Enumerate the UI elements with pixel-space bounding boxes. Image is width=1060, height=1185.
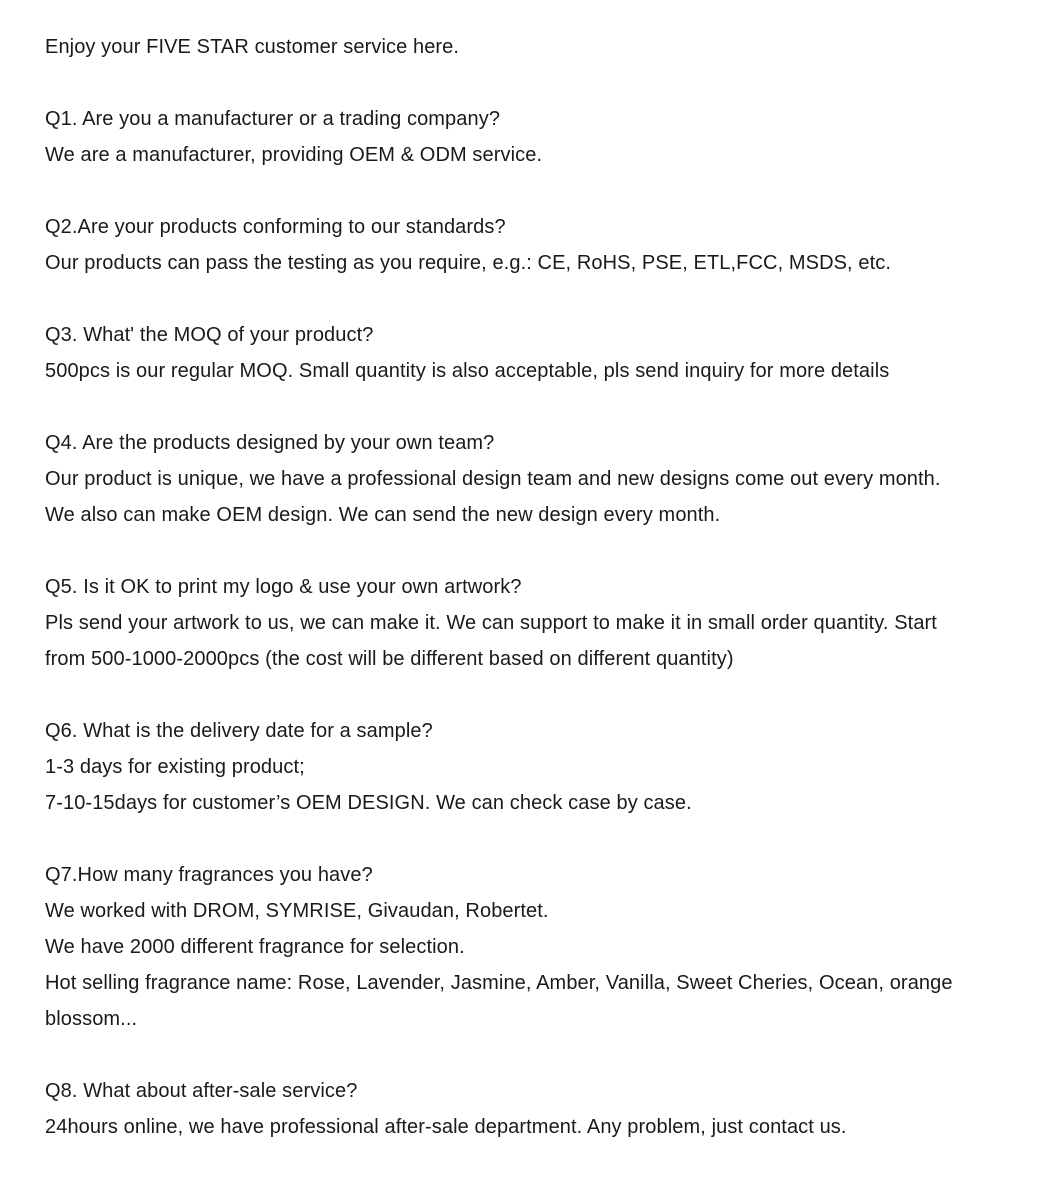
faq-answer-line: 7-10-15days for customer’s OEM DESIGN. We can check case by case. — [45, 792, 692, 814]
faq-answer-line: Hot selling fragrance name: Rose, Lavender, Jasmine, Amber, Vanilla, Sweet Cheries, Ocean, orange — [45, 972, 953, 994]
spacer — [45, 1037, 1020, 1073]
spacer — [45, 173, 1020, 209]
faq-answer-line: We have 2000 different fragrance for selection. — [45, 936, 465, 958]
faq-answer-line: We are a manufacturer, providing OEM & ODM service. — [45, 144, 543, 166]
faq-question: Q3. What' the MOQ of your product? — [45, 324, 374, 346]
faq-item-q3 — [45, 317, 1020, 389]
faq-item-q1 — [45, 101, 1020, 173]
faq-answer-line: 24hours online, we have professional after-sale department. Any problem, just contact us. — [45, 1116, 847, 1138]
spacer — [45, 677, 1020, 713]
spacer — [45, 821, 1020, 857]
faq-answer-line: Pls send your artwork to us, we can make it. We can support to make it in small order quantity. Start — [45, 612, 937, 634]
spacer — [45, 389, 1020, 425]
faq-answer-line: 500pcs is our regular MOQ. Small quantity is also acceptable, pls send inquiry for more details — [45, 360, 890, 382]
faq-answer-line: Our products can pass the testing as you require, e.g.: CE, RoHS, PSE, ETL,FCC, MSDS, etc. — [45, 252, 892, 274]
faq-question: Q8. What about after-sale service? — [45, 1080, 358, 1102]
faq-answer-line: 1-3 days for existing product; — [45, 756, 305, 778]
faq-document — [45, 29, 1020, 1145]
faq-question: Q4. Are the products designed by your own team? — [45, 432, 495, 454]
faq-question: Q7.How many fragrances you have? — [45, 864, 373, 886]
faq-item-q4 — [45, 425, 1020, 533]
faq-item-q6 — [45, 713, 1020, 821]
faq-item-q8 — [45, 1073, 1020, 1145]
faq-item-q2 — [45, 209, 1020, 281]
faq-answer-line: from 500-1000-2000pcs (the cost will be different based on different quantity) — [45, 648, 734, 670]
faq-question: Q2.Are your products conforming to our standards? — [45, 216, 506, 238]
faq-answer-line: Our product is unique, we have a professional design team and new designs come out every month. — [45, 468, 941, 490]
faq-question: Q5. Is it OK to print my logo & use your own artwork? — [45, 576, 522, 598]
faq-question: Q1. Are you a manufacturer or a trading company? — [45, 108, 501, 130]
spacer — [45, 65, 1020, 101]
faq-question: Q6. What is the delivery date for a sample? — [45, 720, 433, 742]
faq-answer-line: blossom... — [45, 1008, 138, 1030]
intro-text: Enjoy your FIVE STAR customer service here. — [45, 36, 460, 58]
faq-answer-line: We worked with DROM, SYMRISE, Givaudan, Robertet. — [45, 900, 549, 922]
spacer — [45, 281, 1020, 317]
faq-item-q5 — [45, 569, 1020, 677]
faq-item-q7 — [45, 857, 1020, 1037]
spacer — [45, 533, 1020, 569]
faq-answer-line: We also can make OEM design. We can send the new design every month. — [45, 504, 721, 526]
